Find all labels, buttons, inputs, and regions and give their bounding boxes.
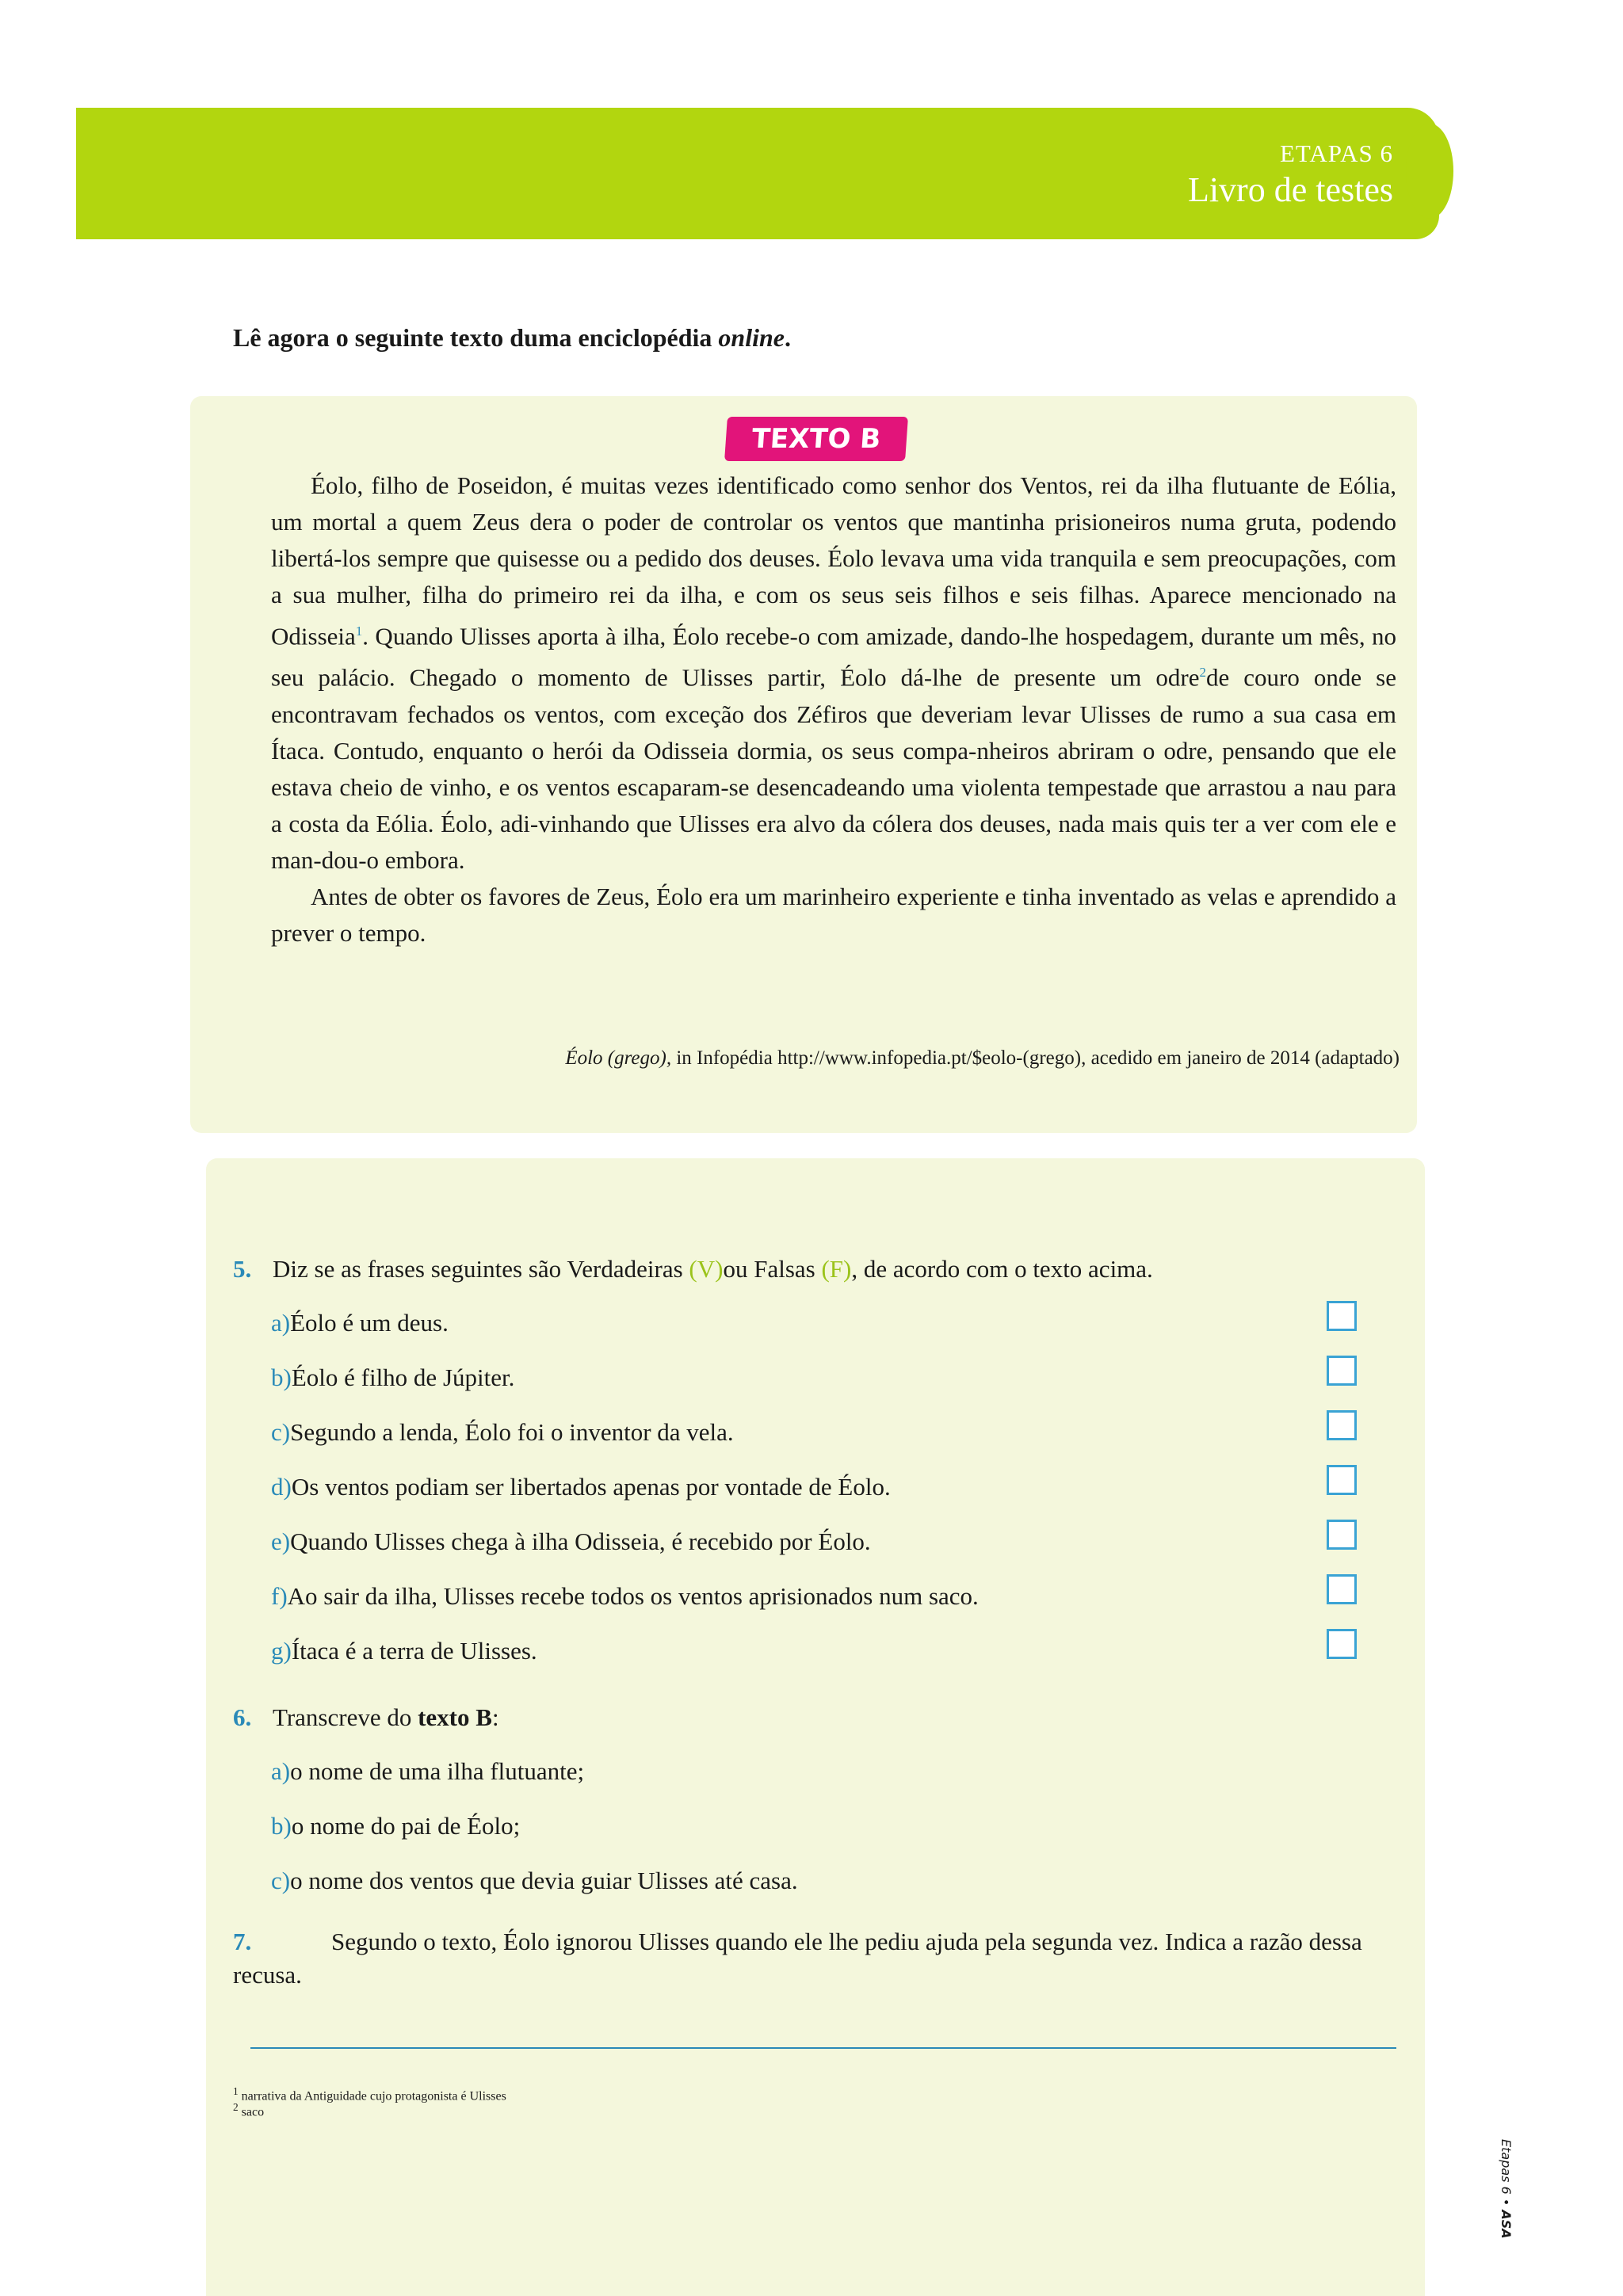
question-7: 7. Segundo o texto, Éolo ignorou Ulisses quando ele lhe pediu ajuda pela segunda vez. Indica a razão dessa recusa. — [233, 1928, 1362, 1989]
side-label: Etapas 6 • ASA — [1499, 2139, 1514, 2239]
question-6: 6. Transcreve do texto B: — [233, 1703, 499, 1731]
answer-checkbox-c[interactable] — [1327, 1410, 1357, 1440]
answer-checkbox-f[interactable] — [1327, 1574, 1357, 1604]
q6-item-c: c)o nome dos ventos que devia guiar Ulisses até casa. — [271, 1867, 798, 1894]
q5-item-b: b)Éolo é filho de Júpiter. — [271, 1363, 515, 1391]
question-5: 5. Diz se as frases seguintes são Verdadeiras (V)ou Falsas (F), de acordo com o texto acima. — [233, 1255, 1153, 1283]
q5-item-e: e)Quando Ulisses chega à ilha Odisseia, é recebido por Éolo. — [271, 1527, 871, 1555]
intro-instruction: Lê agora o seguinte texto duma enciclopédia online. — [233, 323, 791, 352]
answer-line[interactable] — [250, 2047, 1396, 2049]
footnote-1: $^1$ narrativa da Antiguidade cujo protagonista é Ulisses — [233, 2085, 506, 2103]
answer-checkbox-g[interactable] — [1327, 1629, 1357, 1659]
series-title: ETAPAS 6 — [1279, 139, 1393, 167]
q5-item-g: g)Ítaca é a terra de Ulisses. — [271, 1637, 537, 1665]
q5-item-d: d)Os ventos podiam ser libertados apenas por vontade de Éolo. — [271, 1473, 891, 1501]
footnote-ref-1: 1 — [355, 624, 363, 639]
answer-checkbox-a[interactable] — [1327, 1301, 1357, 1331]
q5-item-a: a)Éolo é um deus. — [271, 1309, 449, 1337]
q6-item-a: a)o nome de uma ilha flutuante; — [271, 1757, 585, 1785]
q5-item-f: f)Ao sair da ilha, Ulisses recebe todos os ventos aprisionados num saco. — [271, 1582, 979, 1610]
answer-checkbox-d[interactable] — [1327, 1465, 1357, 1495]
q5-item-c: c)Segundo a lenda, Éolo foi o inventor da vela. — [271, 1418, 734, 1446]
publisher-logo: ASA — [1499, 2210, 1514, 2239]
text-b-paragraph-2: Antes de obter os favores de Zeus, Éolo era um marinheiro experiente e tinha inventado as velas e aprendido a prever o tempo. — [271, 882, 1396, 947]
text-b-paragraph-1: Éolo, filho de Poseidon, é muitas vezes identificado como senhor dos Ventos, rei da ilha flutuante de Eólia, um mortal a quem Zeus dera o poder de controlar os ventos que mantinha prisioneiros numa gruta, podendo libertá-los sempre que quisesse ou a pedido dos deuses. Éolo levava uma vida tranquila e sem preocupações, com a sua mulher, filha do primeiro rei da ilha, e com os seus seis filhos e seis filhas. Aparece mencionado na Odisseia$^1$. Quando Ulisses aporta à ilha, Éolo recebe-o com amizade, dando-lhe hospedagem, durante um mês, no seu palácio. Chegado o momento de Ulisses partir, Éolo dá-lhe de presente um odre$^2$de couro onde se encontravam fechados os ventos, com exceção dos Zéfiros que deveriam levar Ulisses de rumo a sua casa em Ítaca. Contudo, enquanto o herói da Odisseia dormia, os seus compa-nheiros abriram o odre, pensando que ele estava cheio de vinho, e os ventos escaparam-se desencadeando uma violenta tempestade que arrastou a nau para a costa da Eólia. Éolo, adi-vinhando que Ulisses era alvo da cólera dos deuses, nada mais quis ter a ver com ele e man-dou-o embora. — [271, 471, 1396, 874]
text-b-body — [271, 467, 1396, 952]
answer-checkbox-b[interactable] — [1327, 1356, 1357, 1386]
footnote-ref-2: 2 — [1199, 665, 1206, 681]
text-b-badge: TEXTO B — [724, 417, 908, 461]
book-title: Livro de testes — [1187, 170, 1393, 209]
footnote-2: $^2$ saco — [233, 2101, 265, 2119]
answer-checkbox-e[interactable] — [1327, 1520, 1357, 1550]
source-citation: Éolo (grego), in Infopédia http://www.infopedia.pt/$eolo-(grego), acedido em janeiro de 2014 (adaptado) — [565, 1047, 1400, 1069]
q6-item-b: b)o nome do pai de Éolo; — [271, 1812, 521, 1840]
